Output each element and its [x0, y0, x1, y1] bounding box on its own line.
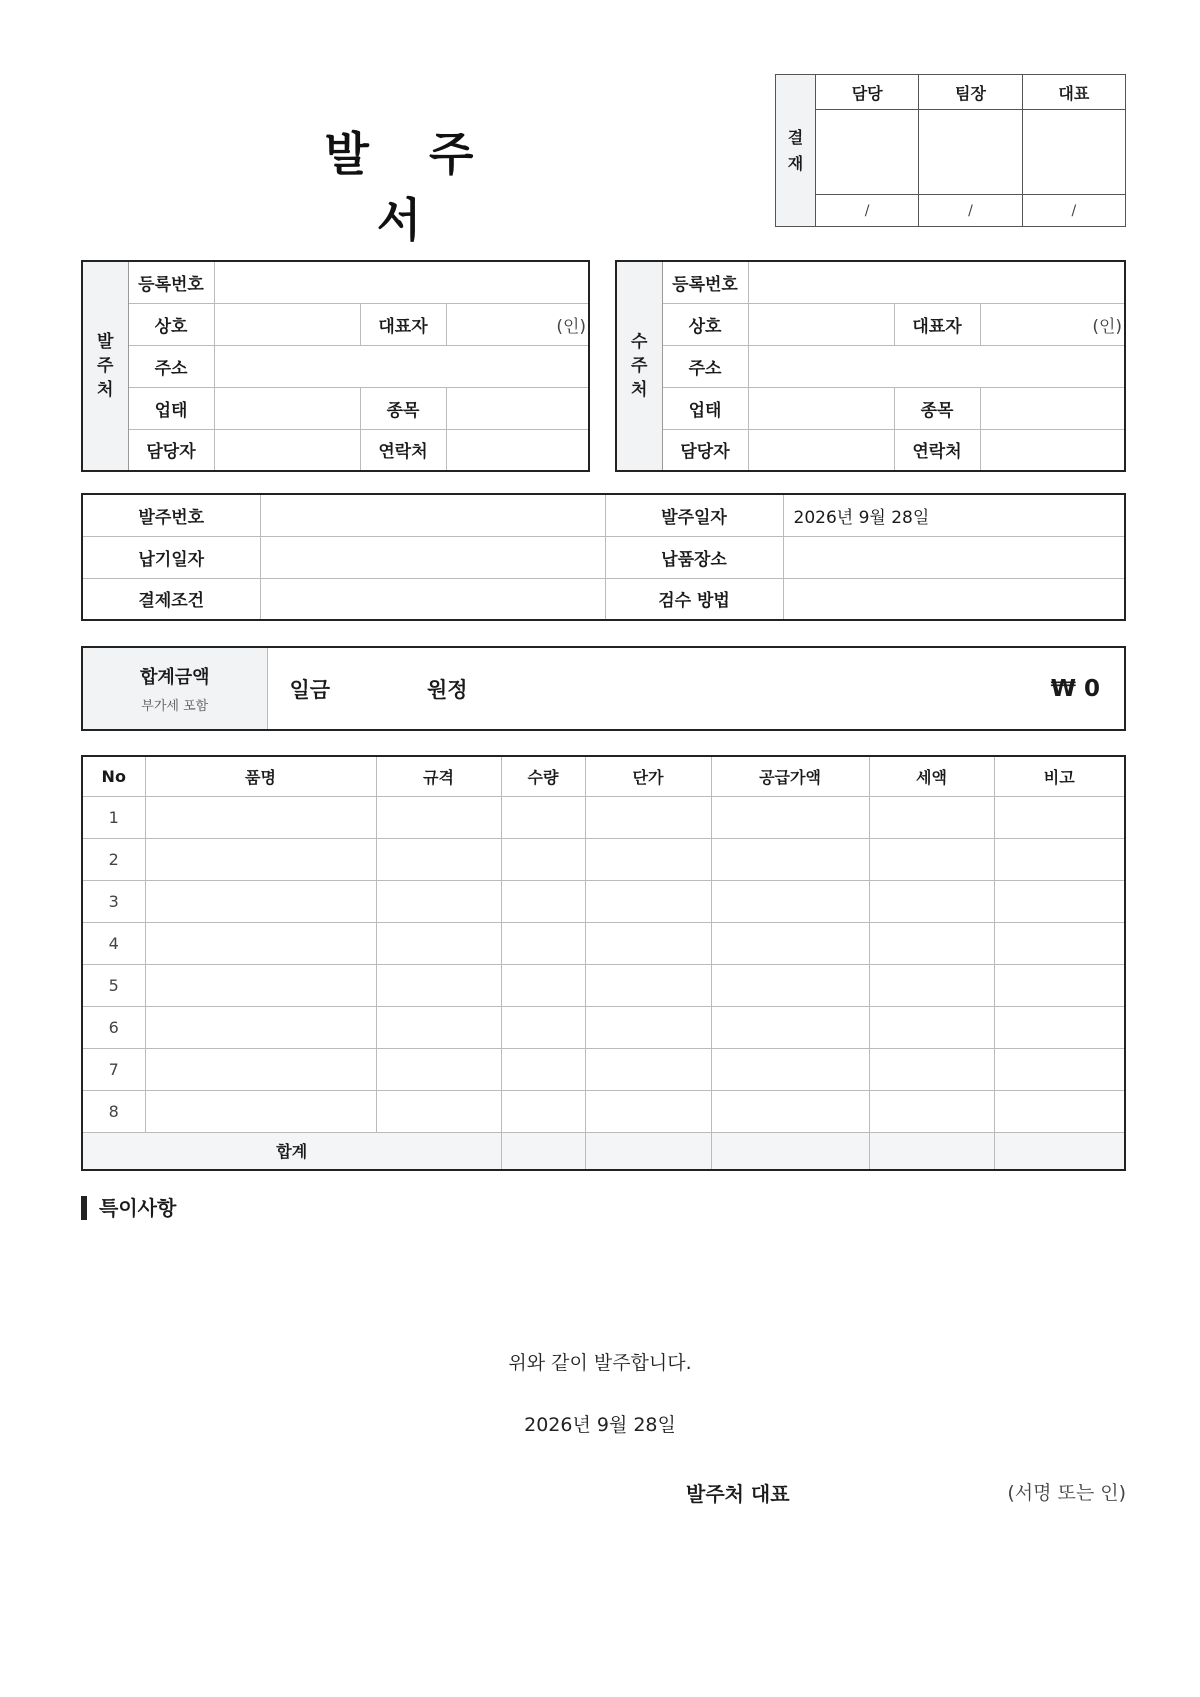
col-no: No	[82, 756, 145, 796]
orderer-biz-item-label: 종목	[360, 387, 446, 429]
items-table	[81, 755, 1126, 1171]
total-quantity-cell[interactable]	[501, 1132, 585, 1170]
unit-price-cell[interactable]	[585, 1048, 711, 1090]
note-cell[interactable]	[994, 796, 1125, 838]
approval-label: 결 재	[776, 75, 816, 227]
total-unit-price-cell[interactable]	[585, 1132, 711, 1170]
unit-price-cell[interactable]	[585, 796, 711, 838]
table-row	[82, 1090, 1125, 1132]
note-cell[interactable]	[994, 1090, 1125, 1132]
supply-amount-cell[interactable]	[711, 838, 869, 880]
inspection-method-field[interactable]	[783, 578, 1125, 620]
spec-cell[interactable]	[376, 1090, 501, 1132]
orderer-biz-type-field[interactable]	[214, 387, 360, 429]
approval-date-teamlead[interactable]: /	[919, 195, 1022, 227]
due-date-label: 납기일자	[82, 536, 260, 578]
orderer-biz-type-label: 업태	[128, 387, 214, 429]
unit-price-cell[interactable]	[585, 838, 711, 880]
supplier-table	[615, 260, 1126, 472]
supply-amount-cell[interactable]	[711, 880, 869, 922]
quantity-cell[interactable]	[501, 1048, 585, 1090]
orderer-reg-no-label: 등록번호	[128, 261, 214, 303]
quantity-cell[interactable]	[501, 1090, 585, 1132]
orderer-ceo-label: 대표자	[360, 303, 446, 345]
row-number: 2	[82, 838, 145, 880]
spec-cell[interactable]	[376, 796, 501, 838]
unit-price-cell[interactable]	[585, 922, 711, 964]
approval-sign-teamlead[interactable]	[919, 110, 1022, 195]
total-tax-cell[interactable]	[869, 1132, 994, 1170]
supplier-biz-item-label: 종목	[894, 387, 980, 429]
supplier-biz-type-field[interactable]	[748, 387, 894, 429]
row-number: 3	[82, 880, 145, 922]
remarks-heading: 특이사항	[81, 1196, 176, 1220]
row-number: 6	[82, 1006, 145, 1048]
order-date-label: 발주일자	[605, 494, 783, 536]
note-cell[interactable]	[994, 838, 1125, 880]
document-title: 발 주 서	[324, 127, 496, 247]
supplier-manager-field[interactable]	[748, 429, 894, 471]
supply-amount-cell[interactable]	[711, 964, 869, 1006]
vat-included-note: 부가세 포함	[141, 699, 209, 714]
orderer-contact-field[interactable]	[446, 429, 589, 471]
item-name-cell[interactable]	[145, 880, 376, 922]
tax-cell[interactable]	[869, 796, 994, 838]
unit-price-cell[interactable]	[585, 1006, 711, 1048]
tax-cell[interactable]	[869, 922, 994, 964]
supplier-seal-mark[interactable]: (인)	[980, 303, 1125, 345]
row-number: 5	[82, 964, 145, 1006]
spec-cell[interactable]	[376, 838, 501, 880]
item-name-cell[interactable]	[145, 838, 376, 880]
supplier-manager-label: 담당자	[662, 429, 748, 471]
col-note: 비고	[994, 756, 1125, 796]
spec-cell[interactable]	[376, 1006, 501, 1048]
table-row	[82, 922, 1125, 964]
supply-amount-cell[interactable]	[711, 1048, 869, 1090]
order-no-label: 발주번호	[82, 494, 260, 536]
table-row	[82, 796, 1125, 838]
quantity-cell[interactable]	[501, 796, 585, 838]
row-number: 8	[82, 1090, 145, 1132]
inspection-method-label: 검수 방법	[605, 578, 783, 620]
quantity-cell[interactable]	[501, 1006, 585, 1048]
tax-cell[interactable]	[869, 1048, 994, 1090]
item-name-cell[interactable]	[145, 1048, 376, 1090]
item-name-cell[interactable]	[145, 922, 376, 964]
approval-col-teamlead: 팀장	[919, 75, 1022, 110]
order-date-field[interactable]: 2026년 9월 28일	[783, 494, 1125, 536]
table-row	[82, 1006, 1125, 1048]
spec-cell[interactable]	[376, 880, 501, 922]
tax-cell[interactable]	[869, 1006, 994, 1048]
quantity-cell[interactable]	[501, 838, 585, 880]
approval-sign-ceo[interactable]	[1022, 110, 1125, 195]
approval-date-ceo[interactable]: /	[1022, 195, 1125, 227]
orderer-side-label: 발 주 처	[82, 261, 128, 471]
orderer-table	[81, 260, 590, 472]
spec-cell[interactable]	[376, 964, 501, 1006]
supplier-address-label: 주소	[662, 345, 748, 387]
note-cell[interactable]	[994, 964, 1125, 1006]
row-number: 7	[82, 1048, 145, 1090]
unit-price-cell[interactable]	[585, 964, 711, 1006]
item-name-cell[interactable]	[145, 1006, 376, 1048]
tax-cell[interactable]	[869, 880, 994, 922]
quantity-cell[interactable]	[501, 922, 585, 964]
supplier-biz-item-field[interactable]	[980, 387, 1125, 429]
delivery-place-field[interactable]	[783, 536, 1125, 578]
row-number: 4	[82, 922, 145, 964]
supplier-address-field[interactable]	[748, 345, 1125, 387]
orderer-manager-field[interactable]	[214, 429, 360, 471]
table-row	[82, 1048, 1125, 1090]
approval-box	[775, 74, 1126, 227]
supplier-company-field[interactable]	[748, 303, 894, 345]
supply-amount-cell[interactable]	[711, 1090, 869, 1132]
approval-col-ceo: 대표	[1022, 75, 1125, 110]
supply-amount-cell[interactable]	[711, 1006, 869, 1048]
supplier-contact-field[interactable]	[980, 429, 1125, 471]
signature-mark[interactable]: (서명 또는 인)	[1007, 1482, 1126, 1504]
items-total-row	[82, 1132, 1125, 1170]
closing-statement: 위와 같이 발주합니다.	[508, 1352, 692, 1374]
table-row	[82, 964, 1125, 1006]
orderer-address-field[interactable]	[214, 345, 589, 387]
unit-price-cell[interactable]	[585, 1090, 711, 1132]
payment-terms-field[interactable]	[260, 578, 605, 620]
supplier-ceo-label: 대표자	[894, 303, 980, 345]
spec-cell[interactable]	[376, 922, 501, 964]
note-cell[interactable]	[994, 880, 1125, 922]
item-name-cell[interactable]	[145, 1090, 376, 1132]
supply-amount-cell[interactable]	[711, 922, 869, 964]
supplier-reg-no-label: 등록번호	[662, 261, 748, 303]
row-number: 1	[82, 796, 145, 838]
delivery-place-label: 납품장소	[605, 536, 783, 578]
total-note-cell[interactable]	[994, 1132, 1125, 1170]
supplier-biz-type-label: 업태	[662, 387, 748, 429]
amount-suffix: 원정	[427, 677, 468, 702]
col-unit-price: 단가	[585, 756, 711, 796]
table-row	[82, 838, 1125, 880]
col-supply-amount: 공급가액	[711, 756, 869, 796]
unit-price-cell[interactable]	[585, 880, 711, 922]
supplier-company-label: 상호	[662, 303, 748, 345]
orderer-contact-label: 연락처	[360, 429, 446, 471]
tax-cell[interactable]	[869, 964, 994, 1006]
note-cell[interactable]	[994, 922, 1125, 964]
orderer-address-label: 주소	[128, 345, 214, 387]
col-item-name: 품명	[145, 756, 376, 796]
amount-value[interactable]: ₩ 0	[1050, 675, 1100, 702]
tax-cell[interactable]	[869, 838, 994, 880]
supplier-contact-label: 연락처	[894, 429, 980, 471]
approval-date-manager[interactable]: /	[816, 195, 919, 227]
total-amount-label	[82, 647, 267, 730]
payment-terms-label: 결제조건	[82, 578, 260, 620]
orderer-seal-mark[interactable]: (인)	[446, 303, 589, 345]
spec-cell[interactable]	[376, 1048, 501, 1090]
total-supply-amount-cell[interactable]	[711, 1132, 869, 1170]
total-amount-title: 합계금액	[139, 667, 210, 688]
signer-label: 발주처 대표	[686, 1482, 790, 1506]
supply-amount-cell[interactable]	[711, 796, 869, 838]
item-name-cell[interactable]	[145, 964, 376, 1006]
note-cell[interactable]	[994, 1006, 1125, 1048]
approval-col-manager: 담당	[816, 75, 919, 110]
orderer-biz-item-field[interactable]	[446, 387, 589, 429]
due-date-field[interactable]	[260, 536, 605, 578]
col-spec: 규격	[376, 756, 501, 796]
total-amount-box	[81, 646, 1126, 731]
orderer-company-label: 상호	[128, 303, 214, 345]
note-cell[interactable]	[994, 1048, 1125, 1090]
quantity-cell[interactable]	[501, 880, 585, 922]
orderer-reg-no-field[interactable]	[214, 261, 589, 303]
col-quantity: 수량	[501, 756, 585, 796]
closing-date: 2026년 9월 28일	[524, 1414, 676, 1436]
approval-sign-manager[interactable]	[816, 110, 919, 195]
amount-prefix: 일금	[289, 677, 331, 702]
items-total-label: 합계	[82, 1132, 501, 1170]
order-no-field[interactable]	[260, 494, 605, 536]
table-row	[82, 880, 1125, 922]
item-name-cell[interactable]	[145, 796, 376, 838]
orderer-manager-label: 담당자	[128, 429, 214, 471]
quantity-cell[interactable]	[501, 964, 585, 1006]
supplier-reg-no-field[interactable]	[748, 261, 1125, 303]
orderer-company-field[interactable]	[214, 303, 360, 345]
supplier-side-label: 수 주 처	[616, 261, 662, 471]
tax-cell[interactable]	[869, 1090, 994, 1132]
order-info-table	[81, 493, 1126, 621]
col-tax: 세액	[869, 756, 994, 796]
